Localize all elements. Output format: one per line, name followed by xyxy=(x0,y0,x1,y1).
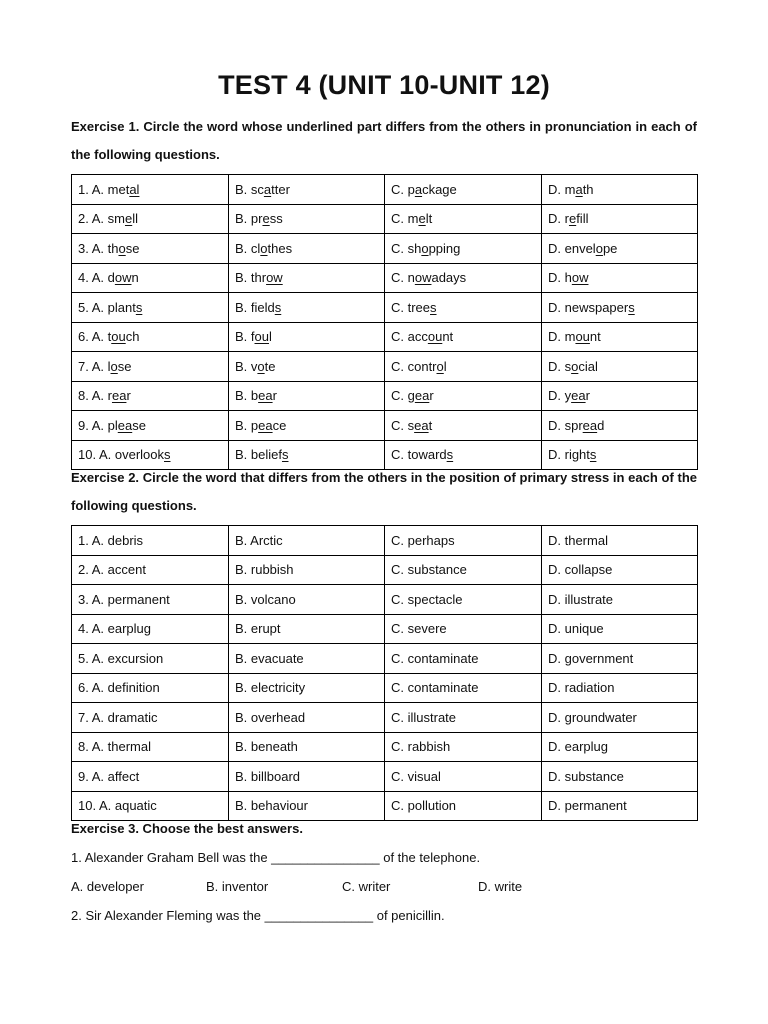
answer-option xyxy=(229,352,385,382)
underlined-part: o xyxy=(436,358,444,374)
table-row xyxy=(72,585,698,615)
word-part: t xyxy=(428,417,433,433)
answer-option: B. evacuate xyxy=(229,644,385,674)
answer-option: C. illustrate xyxy=(385,703,542,733)
answer-option xyxy=(542,234,698,264)
answer-option xyxy=(542,381,698,411)
answer-option xyxy=(542,352,698,382)
question-2: 2. Sir Alexander Fleming was the _______________ of penicillin. xyxy=(71,908,445,923)
underlined-part: ea xyxy=(582,417,598,433)
word-part: B. v xyxy=(235,358,258,374)
table-row xyxy=(72,555,698,585)
word-part: C. sh xyxy=(391,240,422,256)
word-part: 8. A. r xyxy=(78,388,112,404)
answer-option: 8. A. thermal xyxy=(72,732,229,762)
table-row xyxy=(72,352,698,382)
underlined-part: ou xyxy=(575,329,590,345)
answer-option: 10. A. aquatic xyxy=(72,791,229,821)
table-row xyxy=(72,673,698,703)
answer-option: C. visual xyxy=(385,762,542,792)
underlined-part: o xyxy=(421,240,429,256)
underlined-part: ow xyxy=(571,270,589,286)
word-part: 9. A. pl xyxy=(78,417,118,433)
answer-option: B. overhead xyxy=(229,703,385,733)
word-part: C. toward xyxy=(391,447,447,463)
table-row xyxy=(72,234,698,264)
word-part: D. y xyxy=(548,388,572,404)
word-part: 3. A. th xyxy=(78,240,119,256)
answer-option xyxy=(229,263,385,293)
option-d: D. write xyxy=(478,879,523,894)
word-part: pe xyxy=(602,240,618,256)
table-row xyxy=(72,381,698,411)
word-part: B. p xyxy=(235,417,259,433)
answer-option: D. earplug xyxy=(542,732,698,762)
underlined-part: s xyxy=(135,299,143,315)
answer-option: B. volcano xyxy=(229,585,385,615)
answer-option xyxy=(385,381,542,411)
answer-option xyxy=(72,293,229,323)
word-part: B. pr xyxy=(235,211,263,227)
answer-option: D. government xyxy=(542,644,698,674)
answer-option xyxy=(542,411,698,441)
underlined-part: ea xyxy=(258,417,273,433)
answer-option xyxy=(385,204,542,234)
underlined-part: e xyxy=(262,211,270,227)
table-row xyxy=(72,732,698,762)
answer-option xyxy=(229,322,385,352)
answer-option: D. collapse xyxy=(542,555,698,585)
word-part: lt xyxy=(425,211,433,227)
word-part: tter xyxy=(271,181,290,197)
word-part: 6. A. t xyxy=(78,329,112,345)
answer-option xyxy=(229,204,385,234)
word-part: C. g xyxy=(391,388,415,404)
answer-option xyxy=(385,411,542,441)
answer-option: B. Arctic xyxy=(229,526,385,556)
answer-option xyxy=(72,204,229,234)
word-part: r xyxy=(585,388,590,404)
underlined-part: ou xyxy=(254,329,269,345)
answer-option: D. illustrate xyxy=(542,585,698,615)
answer-option: C. substance xyxy=(385,555,542,585)
answer-option: 7. A. dramatic xyxy=(72,703,229,733)
word-part: B. f xyxy=(235,329,255,345)
table-row xyxy=(72,526,698,556)
word-part: C. n xyxy=(391,270,415,286)
word-part: l xyxy=(443,358,447,374)
word-part: 2. A. sm xyxy=(78,211,125,227)
answer-option: 9. A. affect xyxy=(72,762,229,792)
word-part: C. contr xyxy=(391,358,437,374)
word-part: B. belief xyxy=(235,447,282,463)
underlined-part: ou xyxy=(111,329,126,345)
word-part: D. m xyxy=(548,329,576,345)
word-part: ckage xyxy=(422,181,457,197)
answer-option: B. rubbish xyxy=(229,555,385,585)
answer-option xyxy=(72,175,229,205)
underlined-part: s xyxy=(446,447,454,463)
exercise-2-instruction: Exercise 2. Circle the word that differs from the others in the position of primary stress in each of the following questions. xyxy=(71,470,697,513)
answer-option xyxy=(542,263,698,293)
option-c: C. writer xyxy=(342,879,391,894)
word-part: D. s xyxy=(548,358,572,374)
answer-option: D. radiation xyxy=(542,673,698,703)
underlined-part: a xyxy=(575,181,583,197)
table-row xyxy=(72,411,698,441)
table-row xyxy=(72,644,698,674)
answer-option: C. rabbish xyxy=(385,732,542,762)
answer-option: B. erupt xyxy=(229,614,385,644)
answer-option: B. billboard xyxy=(229,762,385,792)
word-part: r xyxy=(429,388,434,404)
answer-option: D. substance xyxy=(542,762,698,792)
word-part: nt xyxy=(442,329,454,345)
answer-option xyxy=(542,204,698,234)
word-part: se xyxy=(132,417,146,433)
underlined-part: o xyxy=(260,240,268,256)
underlined-part: ow xyxy=(266,270,283,286)
exercise-1-instruction: Exercise 1. Circle the word whose underlined part differs from the others in pronunciation in each of the following questions. xyxy=(71,119,697,162)
answer-option: C. severe xyxy=(385,614,542,644)
answer-option: 3. A. permanent xyxy=(72,585,229,615)
word-part: B. thr xyxy=(235,270,267,286)
answer-option: C. perhaps xyxy=(385,526,542,556)
underlined-part: e xyxy=(568,211,577,227)
word-part: C. m xyxy=(391,211,419,227)
answer-option xyxy=(385,175,542,205)
word-part: D. h xyxy=(548,270,572,286)
word-part: n xyxy=(131,270,139,286)
underlined-part: ea xyxy=(258,388,273,404)
word-part: pping xyxy=(428,240,461,256)
underlined-part: s xyxy=(628,299,635,315)
answer-option: B. behaviour xyxy=(229,791,385,821)
option-a: A. developer xyxy=(71,879,144,894)
answer-option: D. permanent xyxy=(542,791,698,821)
word-part: D. m xyxy=(548,181,576,197)
underlined-part: o xyxy=(595,240,603,256)
question-1-options xyxy=(71,879,697,899)
underlined-part: ea xyxy=(571,388,586,404)
word-part: ch xyxy=(125,329,140,345)
word-part: ce xyxy=(272,417,287,433)
word-part: D. right xyxy=(548,447,590,463)
word-part: ss xyxy=(269,211,283,227)
answer-option xyxy=(72,352,229,382)
answer-option: B. beneath xyxy=(229,732,385,762)
word-part: ll xyxy=(132,211,138,227)
answer-option xyxy=(72,322,229,352)
underlined-part: s xyxy=(430,299,437,315)
underlined-part: s xyxy=(164,447,171,463)
answer-option xyxy=(72,381,229,411)
underlined-part: o xyxy=(257,358,265,374)
answer-option xyxy=(542,322,698,352)
answer-option xyxy=(542,293,698,323)
underlined-part: a xyxy=(414,181,423,197)
word-part: B. sc xyxy=(235,181,264,197)
word-part: C. acc xyxy=(391,329,428,345)
word-part: B. b xyxy=(235,388,259,404)
answer-option xyxy=(229,293,385,323)
answer-option: D. thermal xyxy=(542,526,698,556)
word-part: r xyxy=(272,388,277,404)
answer-option xyxy=(229,381,385,411)
word-part: 1. A. met xyxy=(78,181,130,197)
underlined-part: ea xyxy=(414,417,429,433)
underlined-part: ow xyxy=(114,270,132,286)
answer-option xyxy=(385,234,542,264)
answer-option xyxy=(385,263,542,293)
word-part: r xyxy=(126,388,131,404)
table-row xyxy=(72,175,698,205)
word-part: B. field xyxy=(235,299,275,315)
answer-option: 2. A. accent xyxy=(72,555,229,585)
answer-option: C. spectacle xyxy=(385,585,542,615)
table-row xyxy=(72,263,698,293)
word-part: 5. A. plant xyxy=(78,299,136,315)
word-part: th xyxy=(582,181,594,197)
answer-option: 4. A. earplug xyxy=(72,614,229,644)
answer-option xyxy=(385,322,542,352)
answer-option: 6. A. definition xyxy=(72,673,229,703)
word-part: 4. A. d xyxy=(78,270,115,286)
word-part: fill xyxy=(576,211,589,227)
answer-option: C. contaminate xyxy=(385,673,542,703)
answer-option: B. electricity xyxy=(229,673,385,703)
test-title: TEST 4 (UNIT 10-UNIT 12) xyxy=(218,70,550,100)
table-row xyxy=(72,293,698,323)
underlined-part: ou xyxy=(427,329,443,345)
underlined-part: s xyxy=(589,447,597,463)
answer-option xyxy=(72,234,229,264)
answer-option xyxy=(229,175,385,205)
table-row xyxy=(72,703,698,733)
underlined-part: e xyxy=(124,211,133,227)
underlined-part: ow xyxy=(414,270,432,286)
answer-option xyxy=(72,263,229,293)
word-part: se xyxy=(125,240,140,256)
table-row xyxy=(72,614,698,644)
underlined-part: ea xyxy=(111,388,127,404)
underlined-part: s xyxy=(274,299,282,315)
word-part: D. envel xyxy=(548,240,596,256)
answer-option xyxy=(385,293,542,323)
underlined-part: o xyxy=(571,358,579,374)
answer-option xyxy=(229,411,385,441)
answer-option xyxy=(229,234,385,264)
question-1: 1. Alexander Graham Bell was the _______________ of the telephone. xyxy=(71,850,481,865)
underlined-part: o xyxy=(110,358,118,374)
answer-option: 1. A. debris xyxy=(72,526,229,556)
answer-option: D. unique xyxy=(542,614,698,644)
word-part: te xyxy=(264,358,276,374)
word-part: C. p xyxy=(391,181,415,197)
word-part: 7. A. l xyxy=(78,358,111,374)
word-part: se xyxy=(117,358,132,374)
word-part: adays xyxy=(431,270,467,286)
word-part: nt xyxy=(589,329,601,345)
exercise-2-table xyxy=(71,525,698,821)
table-row xyxy=(72,791,698,821)
underlined-part: e xyxy=(418,211,426,227)
underlined-part: ea xyxy=(414,388,430,404)
underlined-part: s xyxy=(281,447,289,463)
option-b: B. inventor xyxy=(206,879,269,894)
word-part: D. newspaper xyxy=(548,299,629,315)
underlined-part: o xyxy=(118,240,126,256)
table-row xyxy=(72,762,698,792)
underlined-part: al xyxy=(129,181,140,197)
word-part: d xyxy=(597,417,605,433)
answer-option: C. pollution xyxy=(385,791,542,821)
answer-option xyxy=(72,411,229,441)
word-part: B. cl xyxy=(235,240,261,256)
table-row xyxy=(72,204,698,234)
answer-option: D. groundwater xyxy=(542,703,698,733)
answer-option xyxy=(385,352,542,382)
answer-option xyxy=(542,175,698,205)
word-part: D. spr xyxy=(548,417,583,433)
word-part: D. r xyxy=(548,211,569,227)
word-part: thes xyxy=(267,240,293,256)
word-part: cial xyxy=(578,358,598,374)
exercise-1-table xyxy=(71,174,698,470)
table-row xyxy=(72,322,698,352)
exercise-3-heading: Exercise 3. Choose the best answers. xyxy=(71,821,303,836)
underlined-part: ea xyxy=(117,417,133,433)
word-part: 10. A. overlook xyxy=(78,447,164,463)
word-part: C. s xyxy=(391,417,415,433)
answer-option: C. contaminate xyxy=(385,644,542,674)
answer-option: 5. A. excursion xyxy=(72,644,229,674)
word-part: l xyxy=(268,329,272,345)
underlined-part: a xyxy=(263,181,272,197)
word-part: C. tree xyxy=(391,299,431,315)
